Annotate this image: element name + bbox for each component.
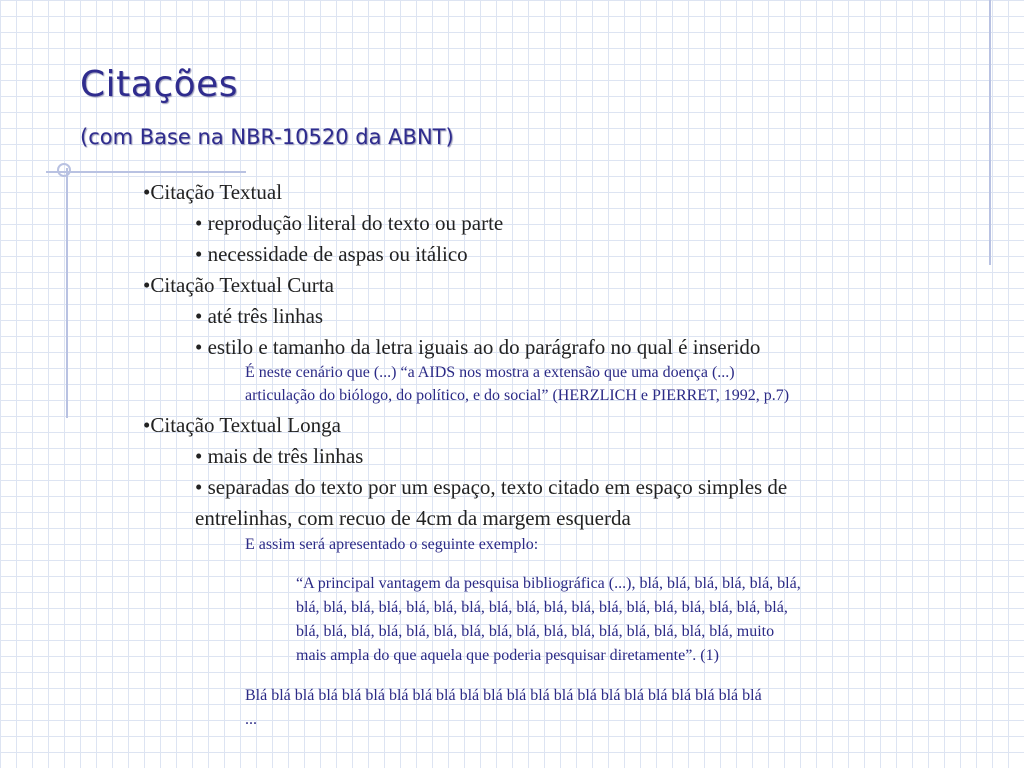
slide-title: Citações: [80, 64, 239, 105]
after-quote-line-1: Blá blá blá blá blá blá blá blá blá blá blá blá blá blá blá blá blá blá blá blá blá blá: [245, 687, 762, 704]
sub-bullet-aspas: • necessidade de aspas ou itálico: [195, 242, 468, 266]
decorative-vertical-line-right: [989, 0, 991, 265]
slide-subtitle: (com Base na NBR-10520 da ABNT): [80, 125, 454, 149]
example-short-line-1: É neste cenário que (...) “a AIDS nos mostra a extensão que uma doença (...): [245, 364, 735, 381]
bullet-citacao-curta: •Citação Textual Curta: [143, 273, 334, 297]
decorative-horizontal-line: [46, 171, 246, 173]
long-quote-line-4: mais ampla do que aquela que poderia pesquisar diretamente”. (1): [296, 647, 719, 664]
bullet-citacao-longa: •Citação Textual Longa: [143, 413, 341, 437]
sub-bullet-reproducao: • reprodução literal do texto ou parte: [195, 211, 504, 235]
sub-bullet-estilo: • estilo e tamanho da letra iguais ao do parágrafo no qual é inserido: [195, 335, 761, 359]
sub-bullet-tres-linhas: • até três linhas: [195, 304, 324, 328]
sub-bullet-separadas-2: entrelinhas, com recuo de 4cm da margem esquerda: [195, 506, 631, 530]
decorative-circle: [57, 163, 71, 177]
long-quote-line-1: “A principal vantagem da pesquisa bibliográfica (...), blá, blá, blá, blá, blá, blá,: [296, 575, 801, 592]
decorative-vertical-line-left: [66, 168, 68, 418]
long-quote-line-3: blá, blá, blá, blá, blá, blá, blá, blá, blá, blá, blá, blá, blá, blá, blá, blá, muito: [296, 623, 775, 640]
example-intro: E assim será apresentado o seguinte exemplo:: [245, 536, 539, 553]
after-quote-line-2: ...: [245, 711, 257, 728]
example-short-line-2: articulação do biólogo, do político, e do social” (HERZLICH e PIERRET, 1992, p.7): [245, 387, 790, 404]
long-quote-line-2: blá, blá, blá, blá, blá, blá, blá, blá, blá, blá, blá, blá, blá, blá, blá, blá, blá, blá,: [296, 599, 788, 616]
sub-bullet-separadas-1: • separadas do texto por um espaço, texto citado em espaço simples de: [195, 475, 788, 499]
bullet-citacao-textual: •Citação Textual: [143, 180, 283, 204]
sub-bullet-mais-tres-linhas: • mais de três linhas: [195, 444, 364, 468]
